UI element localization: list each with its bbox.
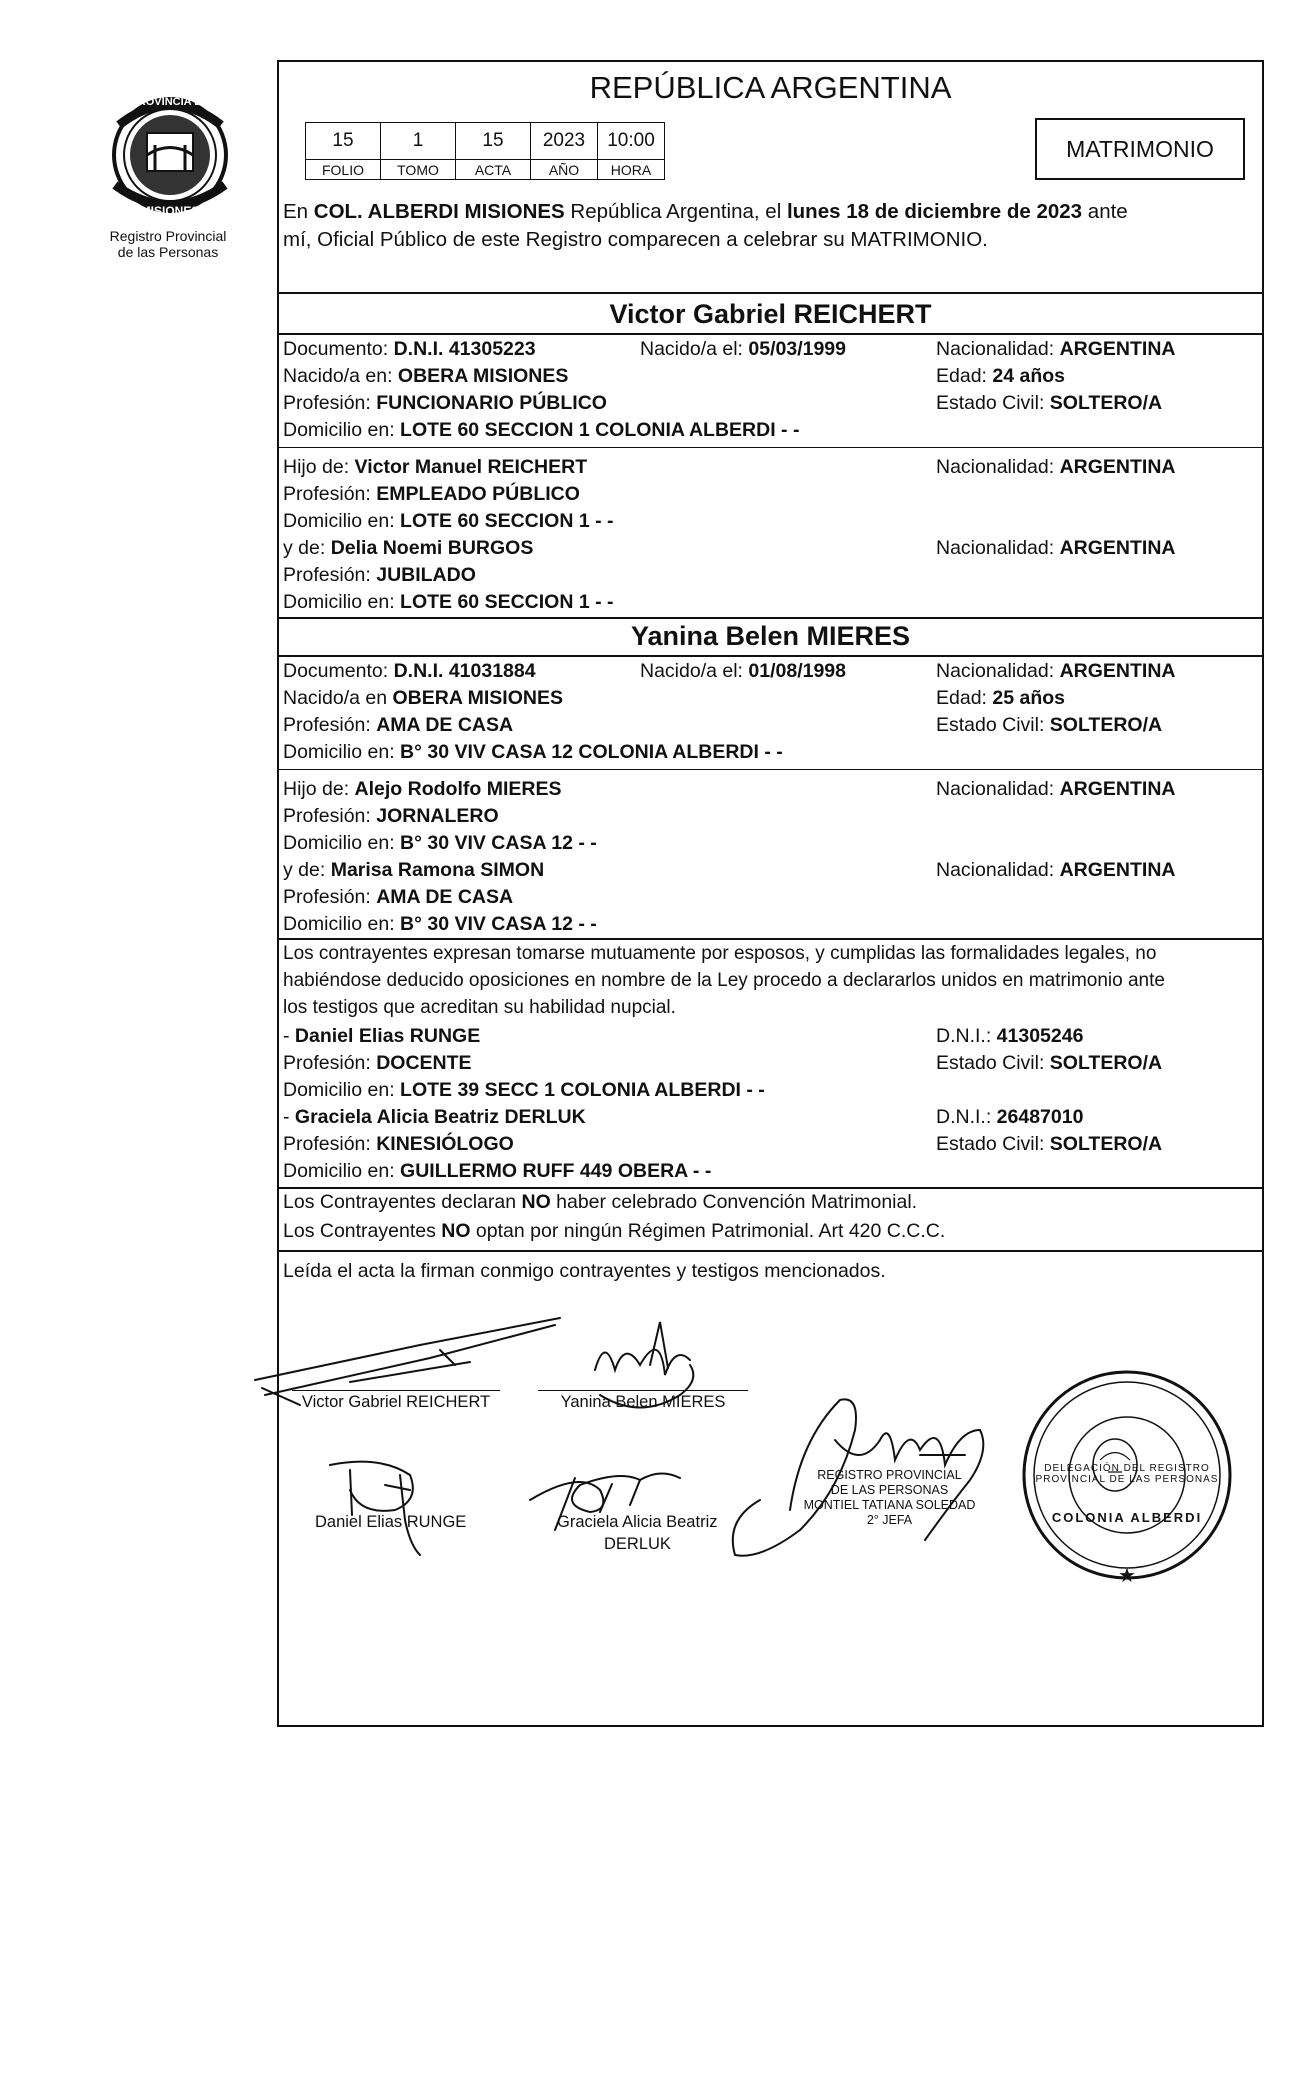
declaration-line2: habiéndose deducido oposiciones en nombre de la Ley procedo a declararlos unidos en matrimonio ante [283, 970, 1165, 991]
intro-line2: mí, Oficial Público de este Registro comparecen a celebrar su MATRIMONIO. [283, 228, 988, 251]
doc-type-box: MATRIMONIO [1035, 118, 1245, 180]
bride-birthplace: Nacido/a en OBERA MISIONES [283, 687, 563, 709]
signature-label-witness1: Daniel Elias RUNGE [315, 1513, 467, 1531]
bride-civil-status: Estado Civil: SOLTERO/A [936, 714, 1163, 736]
folio-label: FOLIO [306, 160, 381, 180]
bride-document: Documento: D.N.I. 41031884 [283, 660, 536, 682]
bride-mother-address: Domicilio en: B° 30 VIV CASA 12 - - [283, 913, 597, 935]
groom-document: Documento: D.N.I. 41305223 [283, 338, 536, 360]
seal-text-top: PROVINCIA DE [130, 96, 210, 108]
seal-text-bottom: MISIONES [140, 204, 200, 218]
groom-address: Domicilio en: LOTE 60 SECCION 1 COLONIA ALBERDI - - [283, 419, 800, 441]
bride-name: Yanina Belen MIERES [630, 621, 911, 651]
witness1-dni: D.N.I.: 41305246 [936, 1025, 1084, 1047]
official-stamp-line2: DE LAS PERSONAS [830, 1483, 949, 1497]
round-seal-center-text: COLONIA ALBERDI [1051, 1510, 1203, 1525]
hora-label: HORA [598, 160, 665, 180]
logo-caption-line1: Registro Provincial [109, 228, 227, 244]
round-seal-ring-text: DELEGACIÓN DEL REGISTRO PROVINCIAL DE LAS PERSONAS [1035, 1463, 1219, 1485]
hora-value: 10:00 [598, 123, 665, 160]
declaration-line1: Los contrayentes expresan tomarse mutuamente por esposos, y cumplidas las formalidades legales, no [283, 943, 1157, 964]
acta-label: ACTA [456, 160, 531, 180]
groom-age: Edad: 24 años [936, 365, 1066, 387]
bride-mother-nationality: Nacionalidad: ARGENTINA [936, 859, 1176, 881]
groom-mother-address: Domicilio en: LOTE 60 SECCION 1 - - [283, 591, 614, 613]
signature-label-groom: Victor Gabriel REICHERT [292, 1390, 500, 1412]
anio-value: 2023 [531, 123, 598, 160]
groom-mother-profession: Profesión: JUBILADO [283, 564, 476, 586]
groom-born: Nacido/a el: 05/03/1999 [640, 338, 847, 360]
groom-father-profession: Profesión: EMPLEADO PÚBLICO [283, 483, 580, 505]
intro-line1: En COL. ALBERDI MISIONES República Argentina, el lunes 18 de diciembre de 2023 ante [283, 200, 1128, 223]
folio-value: 15 [306, 123, 381, 160]
anio-label: AÑO [531, 160, 598, 180]
closing-text: Leída el acta la firman conmigo contrayentes y testigos mencionados. [283, 1260, 886, 1282]
groom-profession: Profesión: FUNCIONARIO PÚBLICO [283, 392, 607, 414]
witness1-address: Domicilio en: LOTE 39 SECC 1 COLONIA ALBERDI - - [283, 1079, 765, 1101]
groom-father-nationality: Nacionalidad: ARGENTINA [936, 456, 1176, 478]
bride-address: Domicilio en: B° 30 VIV CASA 12 COLONIA ALBERDI - - [283, 741, 783, 763]
country-title: REPÚBLICA ARGENTINA [589, 70, 952, 105]
witness2-address: Domicilio en: GUILLERMO RUFF 449 OBERA - - [283, 1160, 712, 1182]
witness2-civil-status: Estado Civil: SOLTERO/A [936, 1133, 1163, 1155]
groom-nationality: Nacionalidad: ARGENTINA [936, 338, 1176, 360]
tomo-label: TOMO [381, 160, 456, 180]
tomo-value: 1 [381, 123, 456, 160]
official-stamp-line4: 2° JEFA [866, 1513, 913, 1527]
bride-born: Nacido/a el: 01/08/1998 [640, 660, 847, 682]
bride-father-address: Domicilio en: B° 30 VIV CASA 12 - - [283, 832, 597, 854]
witness2-profession: Profesión: KINESIÓLOGO [283, 1133, 514, 1155]
official-stamp-line1: REGISTRO PROVINCIAL [817, 1468, 962, 1482]
regime-line1: Los Contrayentes declaran NO haber celebrado Convención Matrimonial. [283, 1191, 918, 1213]
signature-label-bride: Yanina Belen MIERES [538, 1390, 748, 1412]
witness2-name: - Graciela Alicia Beatriz DERLUK [283, 1106, 586, 1128]
bride-age: Edad: 25 años [936, 687, 1066, 709]
bride-father: Hijo de: Alejo Rodolfo MIERES [283, 778, 562, 800]
witness1-profession: Profesión: DOCENTE [283, 1052, 472, 1074]
declaration-line3: los testigos que acreditan su habilidad nupcial. [283, 997, 676, 1018]
signature-label-witness2-line1: Graciela Alicia Beatriz [557, 1513, 718, 1531]
witness2-dni: D.N.I.: 26487010 [936, 1106, 1084, 1128]
logo-caption-line2: de las Personas [117, 244, 219, 260]
groom-name: Victor Gabriel REICHERT [609, 299, 932, 329]
witness1-name: - Daniel Elias RUNGE [283, 1025, 481, 1047]
groom-mother: y de: Delia Noemi BURGOS [283, 537, 534, 559]
groom-mother-nationality: Nacionalidad: ARGENTINA [936, 537, 1176, 559]
bride-father-nationality: Nacionalidad: ARGENTINA [936, 778, 1176, 800]
official-stamp-line3: MONTIEL TATIANA SOLEDAD [803, 1498, 976, 1512]
bride-profession: Profesión: AMA DE CASA [283, 714, 514, 736]
bride-mother-profession: Profesión: AMA DE CASA [283, 886, 514, 908]
groom-civil-status: Estado Civil: SOLTERO/A [936, 392, 1163, 414]
bride-father-profession: Profesión: JORNALERO [283, 805, 499, 827]
bride-mother: y de: Marisa Ramona SIMON [283, 859, 545, 881]
svg-text:★: ★ [1118, 1565, 1136, 1587]
groom-father: Hijo de: Victor Manuel REICHERT [283, 456, 588, 478]
acta-value: 15 [456, 123, 531, 160]
regime-line2: Los Contrayentes NO optan por ningún Régimen Patrimonial. Art 420 C.C.C. [283, 1220, 946, 1242]
groom-father-address: Domicilio en: LOTE 60 SECCION 1 - - [283, 510, 614, 532]
bride-nationality: Nacionalidad: ARGENTINA [936, 660, 1176, 682]
signature-label-witness2-line2: DERLUK [604, 1535, 671, 1553]
groom-birthplace: Nacido/a en: OBERA MISIONES [283, 365, 569, 387]
witness1-civil-status: Estado Civil: SOLTERO/A [936, 1052, 1163, 1074]
official-stamp [782, 1468, 997, 1528]
